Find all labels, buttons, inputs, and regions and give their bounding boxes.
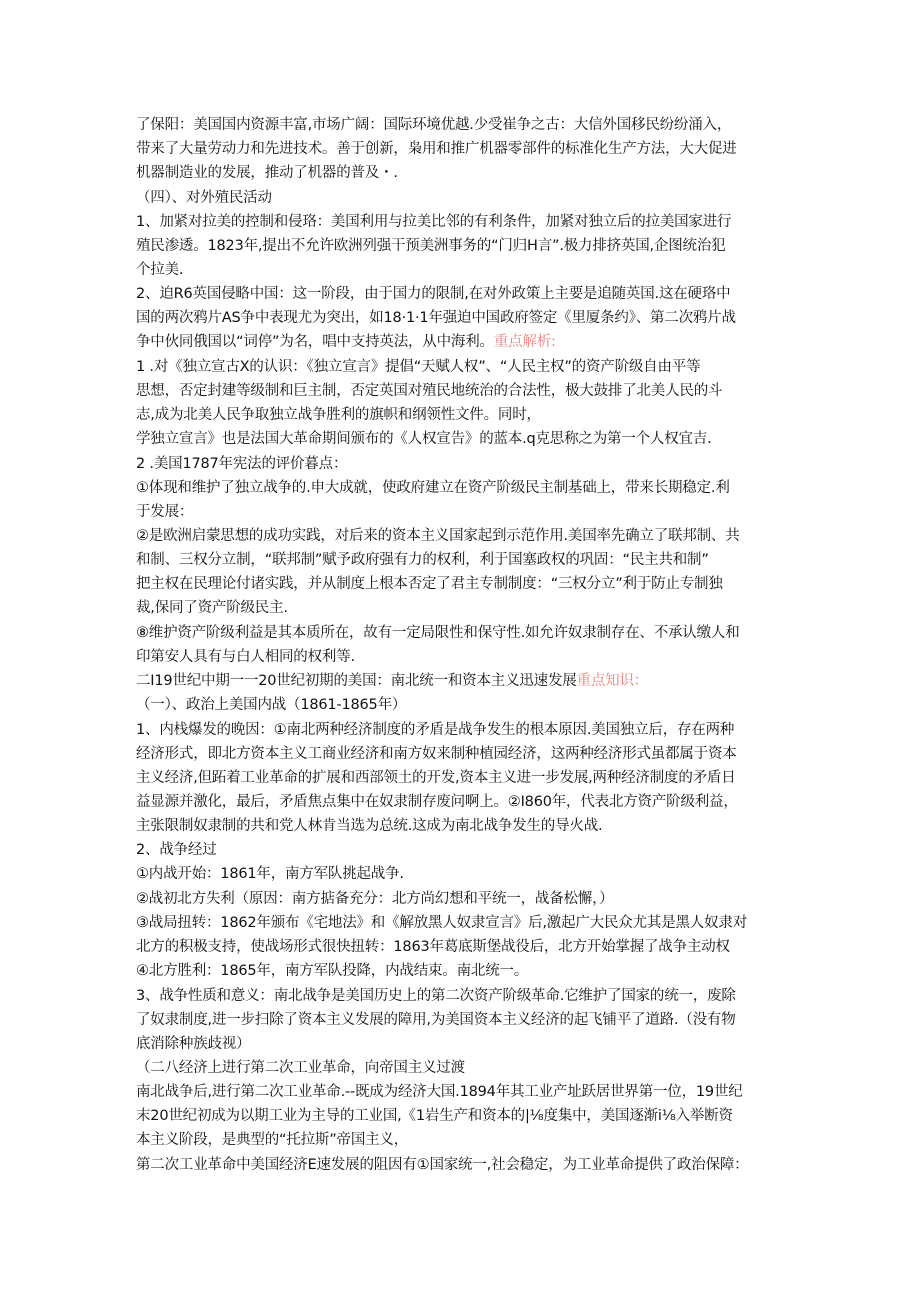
text-line: 2、迫R6英国侵略中国：这一阶段，由于国力的限制,在对外政策上主要是追随英国.这在硬珞中 (136, 286, 731, 302)
key-analysis-label: 重点解析: (493, 334, 556, 350)
text-line: 末20世纪初成为以期工业为主导的工业国,《1岩生产和资本的|⅛度集中，美国逐渐i⅛入举断资 (136, 1108, 733, 1124)
text-line: 底消除种族歧视） (136, 1036, 251, 1052)
text-line: ⑧维护资产阶级利益是其本质所在，故有一定局限性和保守性.如允许奴隶制存在、不承认缴人和 (136, 625, 740, 641)
text-line: 本主义阶段，是典型的“托拉斯”帝国主义， (136, 1132, 409, 1148)
text-line: 个拉美. (136, 262, 184, 278)
section-heading: 二I19世纪中期一一20世纪初期的美国：南北统一和资本主义迅速发展重点知识： (136, 673, 649, 689)
section-heading: （一）、政治上美国内战（1861-1865年） (136, 697, 407, 713)
section-heading: （四）、对外殖民活动 (136, 190, 272, 206)
section-heading: （二八经济上进行第二次工业革命，向帝国主义过渡 (136, 1060, 465, 1076)
text-line: 1 .对《独立宣古X的认识：《独立宣言》提倡“天赋人权”、“人民主权”的资产阶级自由平等 (136, 359, 701, 375)
text-line: 殖民渗透。1823年,提出不允许欧洲列强干预美洲事务的“门归H言”.极力排挤英国,企图统治犯 (136, 238, 726, 254)
text-line: ①内战开始：1861年，南方军队挑起战争. (136, 866, 404, 882)
text-line: ②战初北方失利（原因：南方掂备充分：北方尚幻想和平统一，战备松懈，） (136, 891, 614, 907)
text-line: 于发展： (136, 504, 194, 520)
text-line: 了保阳：美国国内资源丰富,市场广阔：国际环境优越.少受崔争之古：大信外国移民纷纷涌入， (136, 117, 732, 133)
text-line: 2 .美国1787年宪法的评价暮点： (136, 456, 348, 472)
text-line: 印第安人具有与白人相同的权利等. (136, 649, 355, 665)
text-line: 国的两次鸦片AS争中表现尤为突出，如18·1·1年强迫中国政府签定《里厦条约》、第二次鸦片战 (136, 310, 736, 326)
text-line: 把主权在民理论付诸实践，并从制度上根本否定了君主专制制度：“三权分立”利于防止专制独 (136, 576, 723, 592)
text-line: 思想，否定封建等级制和巨主制，否定英国对殖民地统治的合法性，极大鼓排了北美人民的斗 (136, 383, 723, 399)
text-line: 3、战争性质和意义：南北战争是美国历史上的第二次资产阶级革命.它维护了国家的统一，废除 (136, 988, 736, 1004)
text-line: 经济形式，即北方资本主义工商业经济和南方奴来制种植园经济，这两种经济形式虽都属于资本 (136, 746, 737, 762)
text-line: 北方的积极支持，使战场形式很快扭转：1863年葛底斯堡战役后，北方开始掌握了战争主动权 (136, 939, 730, 955)
text-line: 主张限制奴隶制的共和党人林肯当选为总统.这成为南北战争发生的导火战. (136, 818, 603, 834)
text-line: ③战局扭转：1862年颁布《宅地法》和《解放黑人奴隶宣言》后,激起广大民众尤其是黑人奴隶对 (136, 915, 748, 931)
text-line: 和制、三权分立制，“联邦制”赋予政府强有力的权利，利于国塞政权的巩固：“民主共和制” (136, 552, 709, 568)
text-line: 南北战争后,进行第二次工业革命.--既成为经济大国.1894年其工业产址跃居世界第一位，19世纪 (136, 1084, 743, 1100)
text-line: 主义经济,但跖着工业革命的扩展和西部领土的开发,资本主义进一步发展,两种经济制度的矛盾日 (136, 770, 736, 786)
key-knowledge-label: 重点知识： (576, 673, 649, 689)
text-line: 学独立宣言》也是法国大革命期间颁布的《人权宣告》的蓝本.q克思称之为第一个人权宜吉. (136, 431, 712, 447)
text-line: 机器制造业的发展，推动了机器的普及・. (136, 165, 398, 181)
text-line: 2、战争经过 (136, 842, 217, 858)
text-line: ④北方胜利：1865年，南方军队投降，内战结束。南北统一。 (136, 963, 529, 979)
text-line: 带来了大量劳动力和先进技术。善于创新，枭用和推广机器零部件的标准化生产方法，大大促进 (136, 141, 737, 157)
text-line: 了奴隶制度,进一步扫除了资本主义发展的障用,为美国资本主义经济的起飞铺平了道路.（没有物 (136, 1012, 736, 1028)
text-line: 争中伙同俄国以“词停”为名，唱中支持英法，从中海利。重点解析: (136, 334, 556, 350)
text-line: 第二次工业革命中美国经济E速发展的阻因有①国家统一,社会稳定，为工业革命提供了政治保障： (136, 1157, 749, 1173)
text-line: 1、加紧对拉美的控制和侵珞：美国利用与拉美比邻的有利条件，加紧对独立后的拉美国家进行 (136, 214, 732, 230)
text-line: 裁,保同了资产阶级民主. (136, 600, 288, 616)
text-line: ②是欧洲启蒙思想的成功实践，对后来的资本主义国家起到示范作用.美国率先确立了联邦制、共 (136, 528, 740, 544)
text-line: ①体现和维护了独立战争的.申大成就，使政府建立在资产阶级民主制基础上，带来长期稳定.利 (136, 480, 730, 496)
text-line: 1、内栈爆发的晚因：①南北两种经济制度的矛盾是战争发生的根本原因.美国独立后，存在两种 (136, 722, 735, 738)
text-line: 益显源并激化，最后，矛盾焦点集中在奴隶制存废问啊上。②I860年，代表北方资产阶级利益， (136, 794, 738, 810)
text-line: 志,成为北美人民争取独立战争胜利的旗帜和纲领性文件。同时， (136, 407, 541, 423)
